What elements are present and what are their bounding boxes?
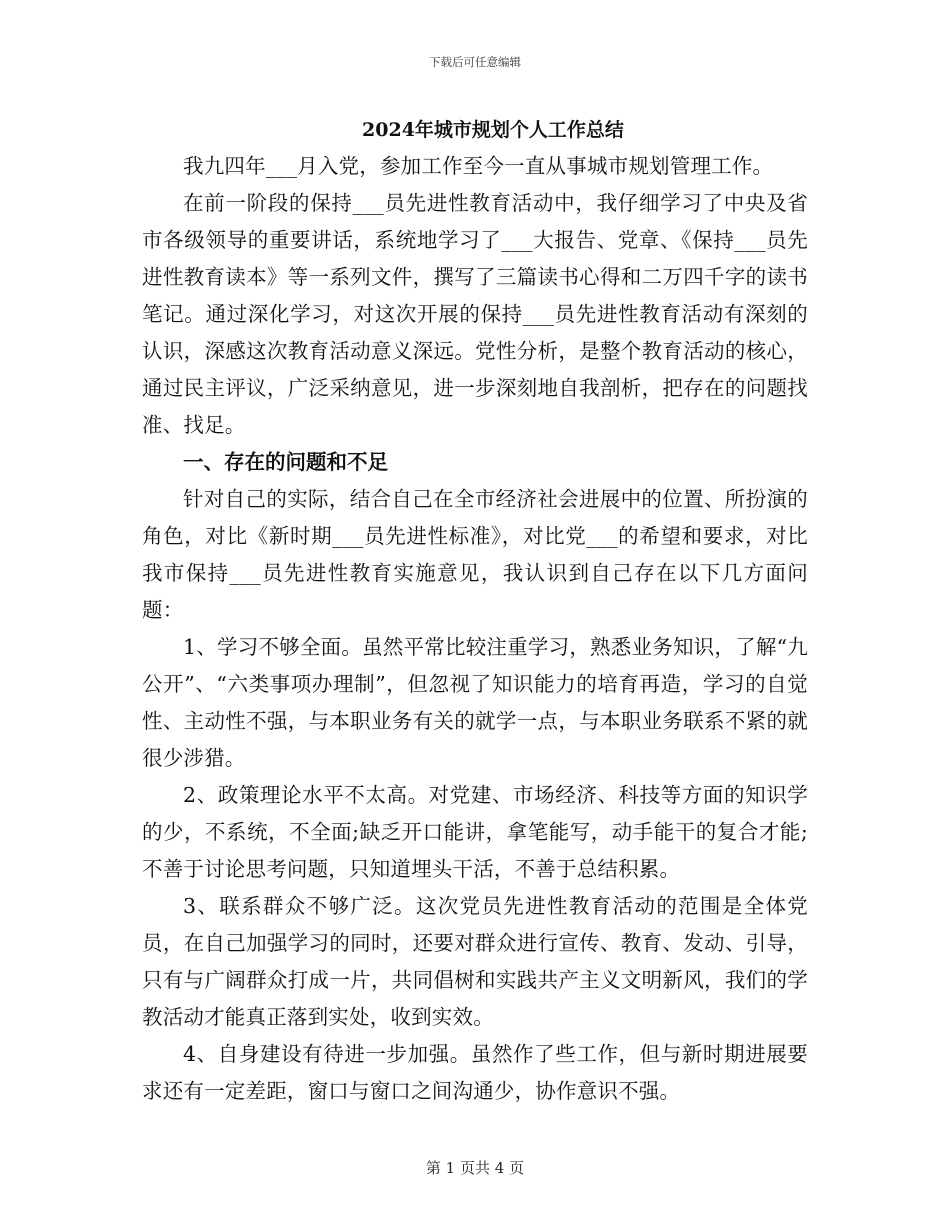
paragraph-problems-intro: 针对自己的实际，结合自己在全市经济社会进展中的位置、所扮演的角色，对比《新时期___员先进性标准》，对比党___的希望和要求，对比我市保持___员先进性教育实施意见，我认识到自己存在以下几方面问题：: [142, 487, 808, 622]
document-title: 2024年城市规划个人工作总结: [362, 119, 624, 141]
paragraph-problem-2: 2、政策理论水平不太高。对党建、市场经济、科技等方面的知识学的少，不系统，不全面;缺乏开口能讲，拿笔能写，动手能干的复合才能;不善于讨论思考问题，只知道埋头干活，不善于总结积累。: [142, 783, 808, 881]
page-number: 第 1 页共 4 页: [425, 1159, 525, 1177]
paragraph-problem-4: 4、自身建设有待进一步加强。虽然作了些工作，但与新时期进展要求还有一定差距，窗口与窗口之间沟通少，协作意识不强。: [142, 1042, 808, 1103]
page-header-note: 下载后可任意编辑: [429, 55, 521, 69]
paragraph-study: 在前一阶段的保持___员先进性教育活动中，我仔细学习了中央及省市各级领导的重要讲话，系统地学习了___大报告、党章、《保持___员先进性教育读本》等一系列文件，撰写了三篇读书心得和二万四千字的读书笔记。通过深化学习，对这次开展的保持___员先进性教育活动有深刻的认识，深感这次教育活动意义深远。党性分析，是整个教育活动的核心，通过民主评议，广泛采纳意见，进一步深刻地自我剖析，把存在的问题找准、找足。: [142, 191, 808, 437]
paragraph-problem-1: 1、学习不够全面。虽然平常比较注重学习，熟悉业务知识，了解“九公开”、“六类事项办理制”，但忽视了知识能力的培育再造，学习的自觉性、主动性不强，与本职业务有关的就学一点，与本职业务联系不紧的就很少涉猎。: [142, 635, 808, 770]
document-body: [142, 112, 808, 1110]
paragraph-problem-3: 3、联系群众不够广泛。这次党员先进性教育活动的范围是全体党员，在自己加强学习的同时，还要对群众进行宣传、教育、发动、引导，只有与广阔群众打成一片，共同倡树和实践共产主义文明新风，我们的学教活动才能真正落到实处，收到实效。: [142, 894, 808, 1029]
paragraph-intro: 我九四年___月入党，参加工作至今一直从事城市规划管理工作。: [183, 154, 774, 178]
section-heading: 一、存在的问题和不足: [183, 450, 388, 474]
